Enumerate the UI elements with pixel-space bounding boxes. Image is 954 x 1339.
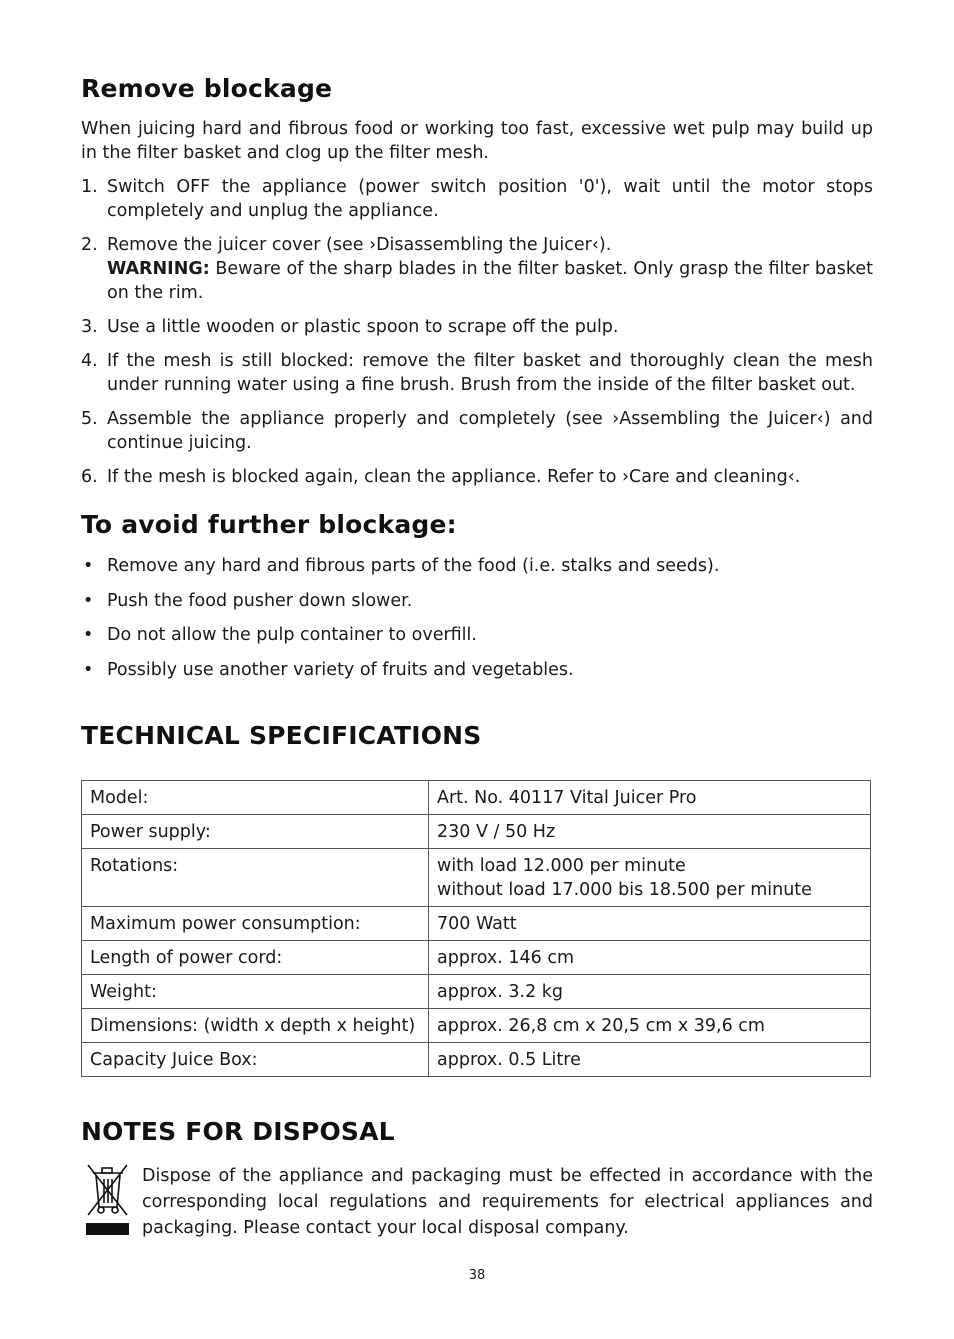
step-text: If the mesh is still blocked: remove the filter basket and thoroughly clean the mesh under running water using a fine brush. Brush from the inside of the filter basket out.: [107, 351, 873, 395]
table-row: [82, 975, 871, 1009]
step-text: If the mesh is blocked again, clean the appliance. Refer to ›Care and cleaning‹.: [107, 467, 801, 487]
spec-key: Power supply:: [82, 815, 429, 849]
spec-key: Maximum power consumption:: [82, 907, 429, 941]
step-item: [81, 349, 873, 397]
list-item-text: Push the food pusher down slower.: [107, 590, 413, 611]
step-number: 2.: [81, 235, 98, 255]
step-text: Switch OFF the appliance (power switch position '0'), wait until the motor stops completely and unplug the appliance.: [107, 177, 873, 221]
list-item: [81, 658, 873, 682]
list-item-text: Possibly use another variety of fruits and vegetables.: [107, 659, 574, 680]
spec-value: approx. 0.5 Litre: [429, 1043, 871, 1077]
spec-value: approx. 146 cm: [429, 941, 871, 975]
spec-key: Rotations:: [82, 849, 429, 907]
bullet: •: [83, 625, 94, 645]
table-row: [82, 849, 871, 907]
spec-value: approx. 3.2 kg: [429, 975, 871, 1009]
step-item: [81, 233, 873, 305]
step-item: [81, 407, 873, 455]
spec-key: Capacity Juice Box:: [82, 1043, 429, 1077]
spec-value: Art. No. 40117 Vital Juicer Pro: [429, 781, 871, 815]
avoid-blockage-list: [81, 554, 873, 692]
bullet: •: [83, 590, 94, 611]
spec-value: [429, 849, 871, 907]
table-row: [82, 941, 871, 975]
remove-blockage-heading: Remove blockage: [81, 74, 333, 103]
spec-value-line: with load 12.000 per minute: [437, 856, 686, 876]
list-item: [81, 589, 873, 613]
disposal-heading: NOTES FOR DISPOSAL: [81, 1117, 395, 1146]
step-number: 1.: [81, 177, 98, 197]
crossed-out-wheelie-bin-icon: [85, 1163, 129, 1237]
step-text: Remove the juicer cover (see ›Disassembling the Juicer‹).: [107, 235, 612, 255]
table-row: [82, 907, 871, 941]
spec-value-line: without load 17.000 bis 18.500 per minute: [437, 880, 812, 900]
remove-blockage-steps: [81, 175, 873, 499]
disposal-text: Dispose of the appliance and packaging must be effected in accordance with the corresponding local regulations and requirements for electrical appliances and packaging. Please contact your local disposal company.: [142, 1166, 873, 1238]
table-row: [82, 1043, 871, 1077]
remove-blockage-intro: When juicing hard and fibrous food or working too fast, excessive wet pulp may build up in the filter basket and clog up the filter mesh.: [81, 119, 873, 163]
spec-key: Dimensions: (width x depth x height): [82, 1009, 429, 1043]
avoid-blockage-heading: To avoid further blockage:: [81, 510, 457, 539]
step-text: Assemble the appliance properly and completely (see ›Assembling the Juicer‹) and continue juicing.: [107, 409, 873, 453]
specifications-table: [81, 780, 871, 1077]
step-item: [81, 315, 873, 339]
spec-key: Model:: [82, 781, 429, 815]
list-item: [81, 554, 873, 578]
page-number: 38: [468, 1268, 486, 1283]
bullet: •: [83, 659, 94, 680]
spec-key: Length of power cord:: [82, 941, 429, 975]
spec-value: approx. 26,8 cm x 20,5 cm x 39,6 cm: [429, 1009, 871, 1043]
step-number: 4.: [81, 351, 98, 371]
step-number: 6.: [81, 467, 98, 487]
spec-value: 230 V / 50 Hz: [429, 815, 871, 849]
table-row: [82, 781, 871, 815]
table-row: [82, 815, 871, 849]
table-row: [82, 1009, 871, 1043]
warning-label: WARNING:: [107, 259, 210, 279]
list-item: [81, 623, 873, 647]
step-number: 5.: [81, 409, 98, 429]
step-number: 3.: [81, 317, 98, 337]
list-item-text: Remove any hard and fibrous parts of the food (i.e. stalks and seeds).: [107, 556, 720, 576]
warning-text: Beware of the sharp blades in the filter basket. Only grasp the filter basket on the rim.: [107, 259, 873, 303]
step-item: [81, 465, 873, 489]
list-item-text: Do not allow the pulp container to overfill.: [107, 625, 477, 645]
bullet: •: [83, 556, 94, 576]
spec-value: 700 Watt: [429, 907, 871, 941]
technical-specifications-heading: TECHNICAL SPECIFICATIONS: [81, 721, 482, 750]
spec-key: Weight:: [82, 975, 429, 1009]
step-text: Use a little wooden or plastic spoon to scrape off the pulp.: [107, 317, 619, 337]
step-item: [81, 175, 873, 223]
